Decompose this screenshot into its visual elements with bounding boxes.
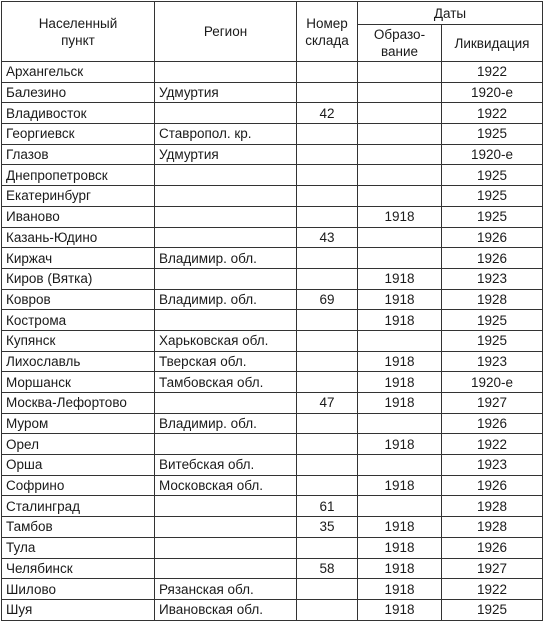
header-settlement-line2: пункт [61,32,95,48]
header-liquidation: Ликвидация [442,25,543,62]
region-cell [155,537,297,558]
liquidation-cell: 1925 [442,124,543,145]
settlement-cell: Киржач [2,248,155,269]
table-row [2,82,543,103]
established-cell [358,227,442,248]
settlement-cell: Владивосток [2,103,155,124]
liquidation-cell: 1920-е [442,82,543,103]
table-row [2,475,543,496]
settlement-cell: Ковров [2,289,155,310]
table-row [2,165,543,186]
warehouse-number-cell: 42 [297,103,358,124]
region-cell [155,434,297,455]
settlement-cell: Москва-Лефортово [2,393,155,414]
table-row [2,330,543,351]
established-cell [358,330,442,351]
warehouse-number-cell [297,310,358,331]
established-cell: 1918 [358,310,442,331]
liquidation-cell: 1922 [442,103,543,124]
table-row [2,351,543,372]
table-body [2,62,543,621]
table-row [2,268,543,289]
settlement-cell: Киров (Вятка) [2,268,155,289]
header-established [358,25,442,62]
header-warehouse-line2: склада [305,32,349,48]
established-cell [358,248,442,269]
established-cell: 1918 [358,372,442,393]
region-cell [155,496,297,517]
liquidation-cell: 1920-е [442,144,543,165]
established-cell [358,82,442,103]
warehouse-number-cell [297,434,358,455]
settlement-cell: Тула [2,537,155,558]
settlement-cell: Шилово [2,579,155,600]
table-row [2,289,543,310]
table-row [2,310,543,331]
settlement-cell: Тамбов [2,517,155,538]
region-cell: Рязанская обл. [155,579,297,600]
liquidation-cell: 1922 [442,579,543,600]
warehouse-number-cell [297,537,358,558]
settlement-cell: Челябинск [2,558,155,579]
header-settlement [2,2,155,62]
region-cell: Владимир. обл. [155,248,297,269]
warehouse-number-cell [297,62,358,83]
warehouse-number-cell [297,248,358,269]
established-cell: 1918 [358,351,442,372]
table-header [2,2,543,62]
region-cell: Ставропол. кр. [155,124,297,145]
table-row [2,186,543,207]
settlement-cell: Днепропетровск [2,165,155,186]
established-cell [358,165,442,186]
warehouse-number-cell [297,599,358,620]
region-cell: Владимир. обл. [155,289,297,310]
liquidation-cell: 1922 [442,62,543,83]
region-cell: Тверская обл. [155,351,297,372]
liquidation-cell: 1920-е [442,372,543,393]
established-cell: 1918 [358,289,442,310]
warehouse-number-cell [297,124,358,145]
established-cell [358,186,442,207]
liquidation-cell: 1925 [442,310,543,331]
header-warehouse-number [297,2,358,62]
established-cell: 1918 [358,434,442,455]
region-cell [155,186,297,207]
warehouse-number-cell: 58 [297,558,358,579]
settlement-cell: Екатеринбург [2,186,155,207]
warehouse-number-cell [297,206,358,227]
settlement-cell: Моршанск [2,372,155,393]
region-cell: Харьковская обл. [155,330,297,351]
warehouse-number-cell [297,351,358,372]
liquidation-cell: 1926 [442,248,543,269]
table-row [2,455,543,476]
warehouse-number-cell [297,186,358,207]
liquidation-cell: 1928 [442,517,543,538]
liquidation-cell: 1925 [442,599,543,620]
settlement-cell: Иваново [2,206,155,227]
table-row [2,599,543,620]
table-row [2,558,543,579]
region-cell: Витебская обл. [155,455,297,476]
warehouse-number-cell [297,144,358,165]
established-cell: 1918 [358,558,442,579]
warehouse-number-cell [297,330,358,351]
region-cell [155,206,297,227]
table-row [2,206,543,227]
region-cell [155,165,297,186]
warehouse-number-cell [297,455,358,476]
liquidation-cell: 1925 [442,330,543,351]
established-cell: 1918 [358,206,442,227]
liquidation-cell: 1925 [442,186,543,207]
region-cell: Удмуртия [155,82,297,103]
established-cell [358,144,442,165]
established-cell [358,413,442,434]
established-cell [358,103,442,124]
table-row [2,393,543,414]
warehouse-number-cell: 43 [297,227,358,248]
region-cell [155,103,297,124]
warehouse-number-cell [297,82,358,103]
region-cell [155,268,297,289]
warehouse-number-cell: 61 [297,496,358,517]
region-cell: Владимир. обл. [155,413,297,434]
table-row [2,372,543,393]
settlement-cell: Муром [2,413,155,434]
warehouse-number-cell [297,413,358,434]
settlement-cell: Сталинград [2,496,155,517]
settlement-cell: Архангельск [2,62,155,83]
warehouse-number-cell [297,579,358,600]
warehouse-number-cell: 47 [297,393,358,414]
warehouse-table [1,1,543,621]
header-region: Регион [155,2,297,62]
liquidation-cell: 1927 [442,558,543,579]
liquidation-cell: 1923 [442,455,543,476]
liquidation-cell: 1925 [442,165,543,186]
established-cell: 1918 [358,268,442,289]
table-row [2,124,543,145]
liquidation-cell: 1922 [442,434,543,455]
region-cell [155,558,297,579]
table-row [2,537,543,558]
region-cell: Ивановская обл. [155,599,297,620]
warehouse-number-cell [297,475,358,496]
table-row [2,413,543,434]
established-cell: 1918 [358,393,442,414]
settlement-cell: Лихославль [2,351,155,372]
table-row [2,434,543,455]
established-cell [358,496,442,517]
region-cell [155,517,297,538]
settlement-cell: Казань-Юдино [2,227,155,248]
region-cell [155,62,297,83]
header-warehouse-line1: Номер [306,15,348,31]
warehouse-number-cell [297,268,358,289]
established-cell: 1918 [358,537,442,558]
header-established-line1: Образо- [373,27,426,42]
table-row [2,144,543,165]
header-settlement-line1: Населенный [38,15,118,31]
warehouse-number-cell [297,372,358,393]
liquidation-cell: 1926 [442,537,543,558]
warehouse-number-cell [297,165,358,186]
region-cell [155,393,297,414]
liquidation-cell: 1926 [442,413,543,434]
settlement-cell: Софрино [2,475,155,496]
established-cell [358,455,442,476]
established-cell [358,62,442,83]
liquidation-cell: 1927 [442,393,543,414]
region-cell [155,227,297,248]
header-dates: Даты [358,2,543,25]
liquidation-cell: 1928 [442,496,543,517]
liquidation-cell: 1925 [442,206,543,227]
liquidation-cell: 1926 [442,227,543,248]
region-cell: Удмуртия [155,144,297,165]
liquidation-cell: 1926 [442,475,543,496]
settlement-cell: Орша [2,455,155,476]
region-cell: Московская обл. [155,475,297,496]
settlement-cell: Орел [2,434,155,455]
liquidation-cell: 1928 [442,289,543,310]
warehouse-number-cell: 35 [297,517,358,538]
table-row [2,227,543,248]
settlement-cell: Шуя [2,599,155,620]
settlement-cell: Кострома [2,310,155,331]
table-row [2,496,543,517]
region-cell [155,310,297,331]
established-cell: 1918 [358,517,442,538]
settlement-cell: Купянск [2,330,155,351]
table-row [2,103,543,124]
established-cell: 1918 [358,475,442,496]
settlement-cell: Глазов [2,144,155,165]
region-cell: Тамбовская обл. [155,372,297,393]
table-row [2,62,543,83]
liquidation-cell: 1923 [442,268,543,289]
table-row [2,517,543,538]
liquidation-cell: 1923 [442,351,543,372]
table-row [2,248,543,269]
established-cell: 1918 [358,599,442,620]
header-established-line2: вание [380,44,419,59]
warehouse-number-cell: 69 [297,289,358,310]
settlement-cell: Георгиевск [2,124,155,145]
established-cell [358,124,442,145]
table-row [2,579,543,600]
established-cell: 1918 [358,579,442,600]
settlement-cell: Балезино [2,82,155,103]
